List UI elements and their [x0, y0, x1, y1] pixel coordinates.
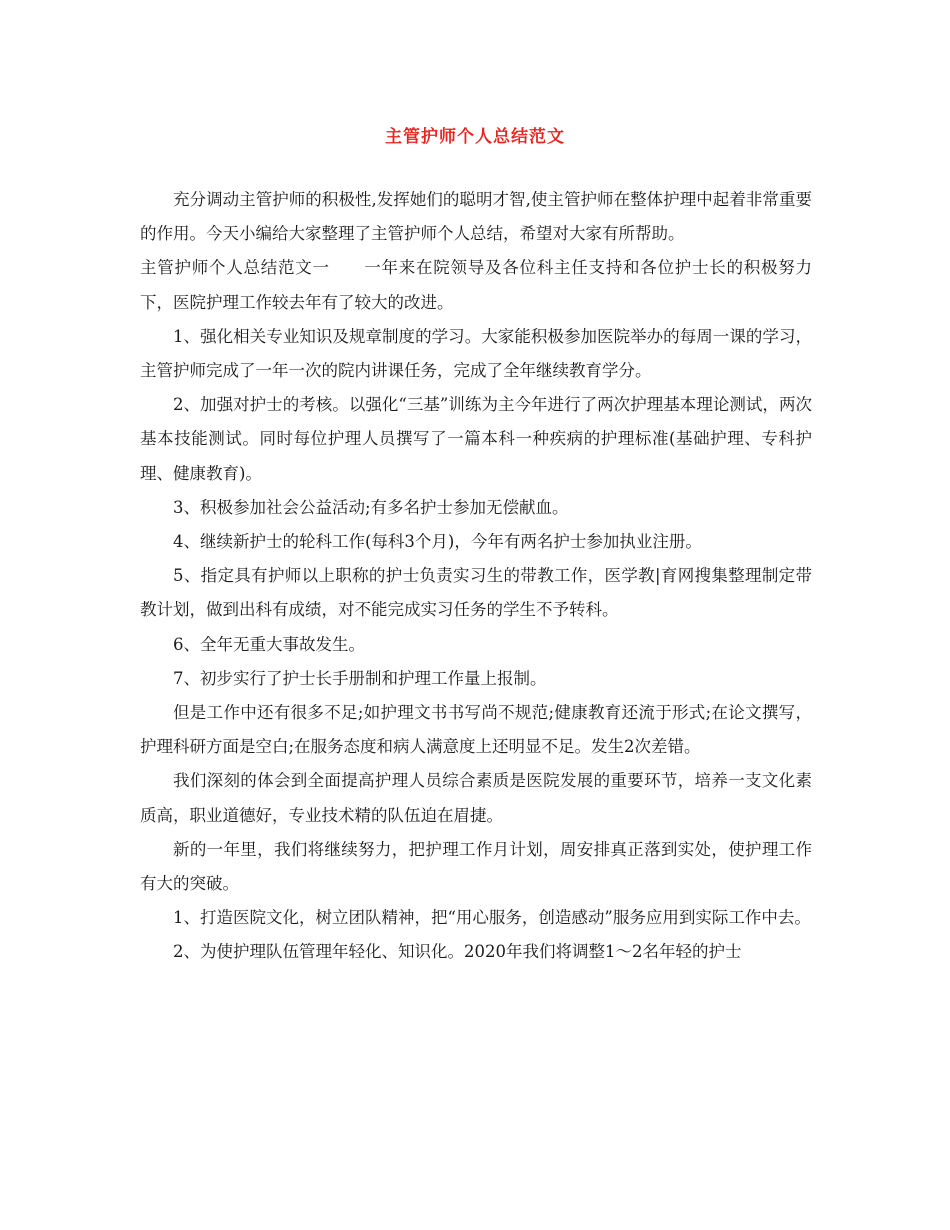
paragraph: 主管护师个人总结范文一 一年来在院领导及各位科主任支持和各位护士长的积极努力下，医院护理工作较去年有了较大的改进。 — [140, 258, 812, 312]
paragraph: 4、继续新护士的轮科工作(每科3个月)，今年有两名护士参加执业注册。 — [173, 532, 702, 552]
paragraph: 1、打造医院文化，树立团队精神，把“用心服务，创造感动”服务应用到实际工作中去。 — [173, 908, 811, 928]
paragraph: 我们深刻的体会到全面提高护理人员综合素质是医院发展的重要环节，培养一支文化素质高，职业道德好，专业技术精的队伍迫在眉捷。 — [140, 771, 812, 825]
paragraph: 但是工作中还有很多不足;如护理文书书写尚不规范;健康教育还流于形式;在论文撰写，护理科研方面是空白;在服务态度和病人满意度上还明显不足。发生2次差错。 — [140, 703, 812, 757]
paragraph: 5、指定具有护师以上职称的护士负责实习生的带教工作，医学教|育网搜集整理制定带教计划，做到出科有成绩，对不能完成实习任务的学生不予转科。 — [140, 566, 812, 620]
paragraph: 6、全年无重大事故发生。 — [173, 634, 365, 654]
paragraph: 7、初步实行了护士长手册制和护理工作量上报制。 — [173, 668, 547, 688]
paragraph: 1、强化相关专业知识及规章制度的学习。大家能积极参加医院举办的每周一课的学习，主管护师完成了一年一次的院内讲课任务，完成了全年继续教育学分。 — [140, 326, 812, 381]
paragraph: 3、积极参加社会公益活动;有多名护士参加无偿献血。 — [173, 497, 569, 517]
document-title: 主管护师个人总结范文 — [385, 127, 565, 147]
paragraph: 充分调动主管护师的积极性,发挥她们的聪明才智,使主管护师在整体护理中起着非常重要的作用。今天小编给大家整理了主管护师个人总结，希望对大家有所帮助。 — [140, 190, 812, 244]
paragraph: 新的一年里，我们将继续努力，把护理工作月计划，周安排真正落到实处，使护理工作有大的突破。 — [140, 839, 812, 894]
document-body — [140, 183, 812, 970]
paragraph: 2、为使护理队伍管理年轻化、知识化。2020年我们将调整1～2名年轻的护士 — [173, 942, 742, 962]
paragraph: 2、加强对护士的考核。以强化“三基”训练为主今年进行了两次护理基本理论测试，两次基本技能测试。同时每位护理人员撰写了一篇本科一种疾病的护理标准(基础护理、专科护理、健康教育)。 — [140, 395, 812, 483]
